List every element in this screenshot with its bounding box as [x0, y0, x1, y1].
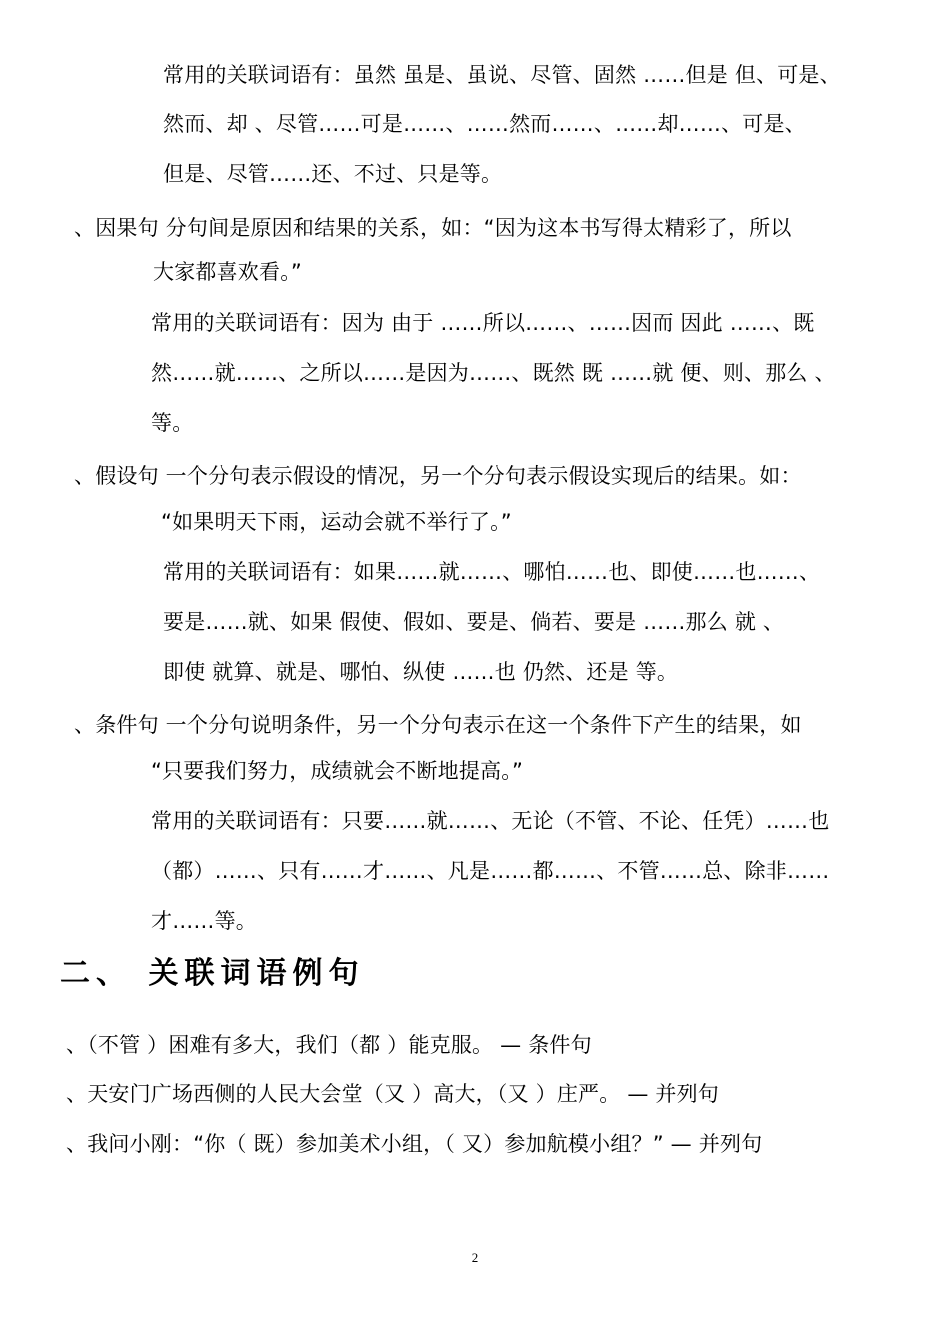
text-line: 常用的关联词语有：虽然 虽是、虽说、尽管、固然 ……但是 但、可是、	[163, 63, 841, 87]
text-line: 大家都喜欢看。”	[153, 260, 302, 284]
text-line: 即使 就算、就是、哪怕、纵使 ……也 仍然、还是 等。	[163, 660, 679, 684]
example-sentence: 、我问小刚：“你（ 既）参加美术小组，（ 又）参加航模小组？” — 并列句	[66, 1132, 763, 1156]
text-line: “只要我们努力，成绩就会不断地提高。”	[151, 759, 524, 783]
text-line: 等。	[151, 411, 194, 435]
text-line: 、假设句 一个分句表示假设的情况，另一个分句表示假设实现后的结果。如：	[74, 464, 802, 488]
page-number: 2	[471, 1250, 479, 1265]
text-line: 、因果句 分句间是原因和结果的关系，如：“因为这本书写得太精彩了，所以	[74, 216, 792, 240]
text-line: 、条件句 一个分句说明条件，另一个分句表示在这一个条件下产生的结果，如	[74, 713, 802, 737]
text-line: 要是……就、如果 假使、假如、要是、倘若、要是 ……那么 就 、	[163, 610, 785, 634]
text-line: 常用的关联词语有：因为 由于 ……所以……、……因而 因此 ……、既	[151, 311, 815, 335]
text-line: 才……等。	[151, 909, 257, 933]
section-heading: 二、 关联词语例句	[60, 956, 365, 991]
example-sentence: 、天安门广场西侧的人民大会堂（又 ）高大，（又 ）庄严。 — 并列句	[66, 1082, 719, 1106]
text-line: 常用的关联词语有：只要……就……、无论（不管、不论、任凭）……也	[151, 809, 830, 833]
text-line: “如果明天下雨，运动会就不举行了。”	[161, 510, 512, 534]
example-sentence: 、（不管 ）困难有多大，我们（都 ）能克服。 — 条件句	[66, 1033, 592, 1057]
text-line: 但是、尽管……还、不过、只是等。	[163, 162, 503, 186]
text-line: 然而、却 、尽管……可是……、……然而……、……却……、可是、	[163, 112, 806, 136]
text-line: （都）……、只有……才……、凡是……都……、不管……总、除非……	[151, 859, 830, 883]
text-line: 然……就……、之所以……是因为……、既然 既 ……就 便、则、那么 、	[151, 361, 836, 385]
text-line: 常用的关联词语有：如果……就……、哪怕……也、即使……也……、	[163, 560, 821, 584]
